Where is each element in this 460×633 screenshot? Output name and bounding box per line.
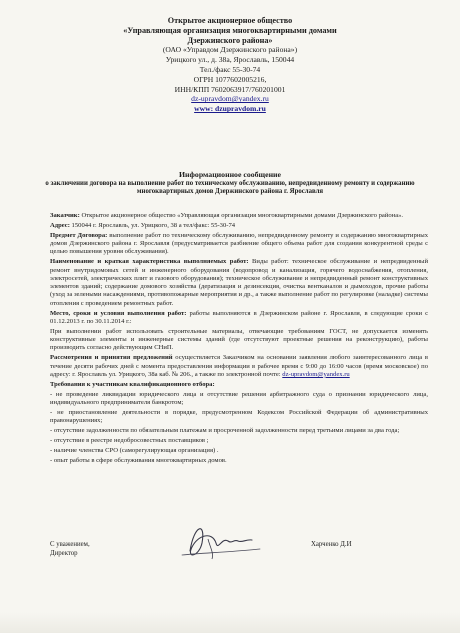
place-text: работы выполняются в Дзержинском районе г. Ярославля, в следующие сроки с 01.12.2013 г. по 30.11.2014 г.: bbox=[50, 309, 428, 325]
requirement-item: - не приостановление деятельности в порядке, предусмотренном Кодексом Российской Федерации об административных правонарушениях; bbox=[50, 408, 428, 425]
address-label: Адрес: bbox=[50, 221, 70, 229]
letterhead bbox=[0, 16, 460, 114]
signature-block bbox=[50, 541, 90, 559]
org-ogrn: ОГРН 1077602005216, bbox=[193, 74, 267, 84]
works-text: Виды работ: техническое обслуживание и непредвиденный ремонт внутридомовых сетей и инженерного оборудования (водопровод и канализация, горячего водоснабжения, отопления, электросетей, электрических плит и газового оборудования); техническое обслуживание и непредвиденный ремонт конструктивных элементов зданий; содержание домового хозяйства (дератизация и дезинсекция, очистка вентканалов и дымоходов, прочие работы (уход за зелеными насаждениями, противопожарные мероприятия и др., а также выполнение работ по регулировке (наладке) системы отопления с проведением ремонтных работ. bbox=[50, 258, 428, 307]
requirement-item: - отсутствие задолженности по обязательным платежам и просроченной задолженности перед третьими лицами за два года; bbox=[50, 427, 400, 435]
org-short-name: (ОАО «Управдом Дзержинского района») bbox=[162, 45, 298, 55]
org-email-link[interactable]: dz-upravdom@yandex.ru bbox=[191, 94, 269, 104]
requirement-item: - не проведение ликвидации юридического лица и отсутствие решения арбитражного суда о признании юридического лица, индивидуального предпринимателя банкротом; bbox=[50, 390, 428, 406]
customer-paragraph bbox=[50, 212, 428, 220]
director-position: Директор bbox=[50, 549, 78, 557]
org-address: Урицкого ул., д. 38а, Ярославль, 150044 bbox=[165, 55, 295, 65]
customer-text: Открытое акционерное общество «Управляющая организация многоквартирными домами Дзержинского района». bbox=[79, 212, 404, 219]
director-name: Харченко Д.И bbox=[311, 541, 352, 548]
requirement-item: - отсутствие в реестре недобросовестных поставщиков ; bbox=[50, 436, 209, 444]
org-line-3: Дзержинского района» bbox=[187, 35, 273, 45]
notice-title: Информационное сообщение bbox=[178, 170, 282, 179]
regards-text: С уважением, bbox=[50, 541, 90, 548]
requirement-item: - наличие членства СРО (саморегулирующая организация) . bbox=[50, 446, 219, 454]
place-paragraph bbox=[50, 310, 428, 327]
requirements-label: Требования к участникам квалификационного отбора: bbox=[50, 380, 215, 388]
org-phone: Тел./факс 55-30-74 bbox=[199, 64, 261, 74]
review-label: Рассмотрения и принятия предложений bbox=[50, 354, 173, 362]
address-paragraph bbox=[50, 222, 428, 230]
customer-label: Заказчик: bbox=[50, 212, 80, 219]
subject-text: выполнение работ по техническому обслуживанию, непредвиденному ремонту и содержанию многоквартирных домов Дзержинского района г. Ярославля (предусматривается разбиение общего объема работ для создания конкурентной среды с целью повышения уровня обслуживания). bbox=[50, 231, 428, 256]
notice-body bbox=[50, 212, 428, 467]
org-line-1: Открытое акционерное общество bbox=[167, 16, 293, 25]
address-text: 150044 г. Ярославль, ул. Урицкого, 38 а тел/факс: 55-30-74 bbox=[69, 221, 236, 229]
org-line-2: «Управляющая организация многоквартирными домами bbox=[123, 25, 337, 35]
handwritten-signature bbox=[172, 513, 268, 573]
subject-label: Предмет Договора: bbox=[50, 231, 108, 239]
requirement-item: - опыт работы в сфере обслуживания многоквартирных домов. bbox=[50, 456, 227, 464]
materials-paragraph: При выполнении работ использовать строительные материалы, отвечающие требованиям ГОСТ, не допускается изменять конструктивные элементы и инженерные системы зданий (где отсутствуют проектные решения на реконструкцию), работы производить согласно действующим СНиП. bbox=[50, 327, 428, 352]
notice-heading bbox=[0, 170, 460, 197]
notice-subtitle: о заключении договора на выполнение работ по техническому обслуживанию, непредвиденному ремонту и содержанию многоквартирных домов Дзержинского района г. Ярославля bbox=[45, 179, 415, 196]
page-shadow bbox=[0, 612, 460, 633]
subject-paragraph bbox=[50, 232, 428, 257]
review-text: осуществляется Заказчиком на основании заявления любого заинтересованного лица в течение десяти рабочих дней с момента предоставления информации в рабочее время с 9:00 до 16:00 часов (время московское) по адресу: г. Ярославль ул. Урицкого, 38а каб. № 206., а также по электронной почте: bbox=[50, 354, 428, 378]
works-paragraph bbox=[50, 258, 428, 308]
org-website-link[interactable]: www: dzupravdom.ru bbox=[194, 104, 266, 114]
review-paragraph bbox=[50, 354, 428, 379]
review-email-link[interactable]: dz-upravdom@yandex.ru bbox=[282, 370, 350, 378]
org-inn-kpp: ИНН/КПП 7602063917/760201001 bbox=[174, 84, 286, 94]
works-label: Наименование и краткая характеристика выполняемых работ: bbox=[50, 258, 249, 266]
requirements-heading bbox=[50, 381, 428, 389]
place-label: Место, сроки и условия выполнения работ: bbox=[50, 309, 187, 317]
